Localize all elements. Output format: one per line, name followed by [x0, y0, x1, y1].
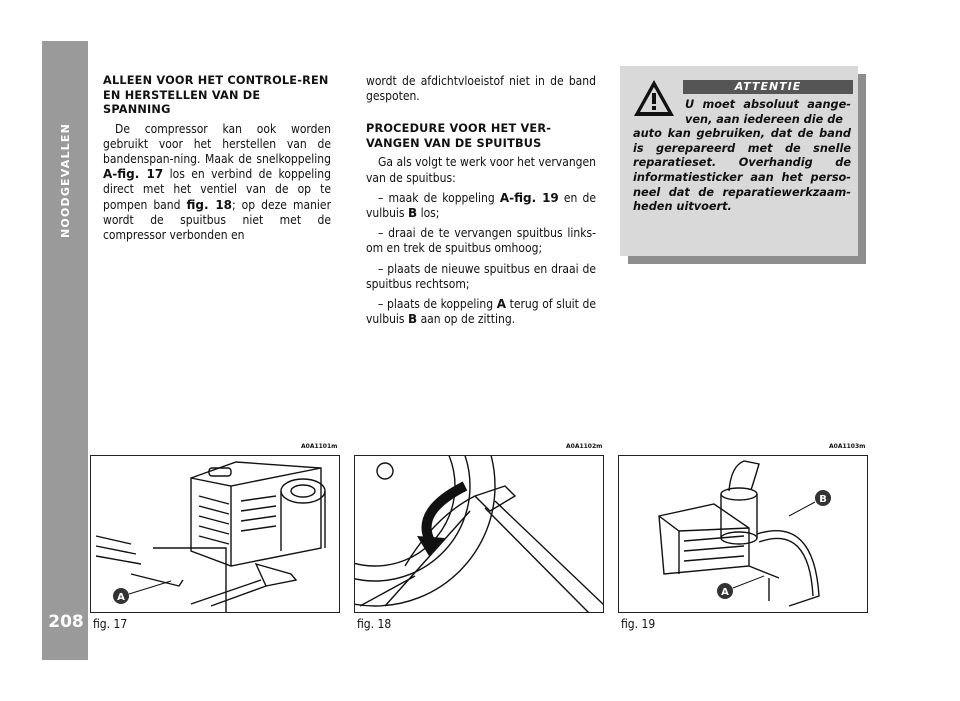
section-heading-replace-can: PROCEDURE VOOR HET VER-VANGEN VAN DE SPUITBUS [366, 122, 552, 150]
figure-17-compressor [90, 455, 340, 613]
text-column-2 [366, 74, 596, 332]
step-4: – plaats de koppeling A terug of sluit de vulbuis B aan op de zitting. [366, 297, 596, 327]
compressor-illustration [91, 456, 340, 613]
figure-caption-17: fig. 17 [93, 617, 128, 631]
warning-text: U moet absoluut aange-ven, aan iedereen die de auto kan gebruiken, dat de band is gerepareerd met de snelle reparatieset. Overhandig de informatiesticker aan het perso-neel dat de reparatiewerkzaam-heden uitvoert. [633, 98, 851, 214]
step-1: – maak de koppeling A-fig. 19 en de vulbuis B los; [366, 190, 597, 221]
can-replacement-illustration [619, 456, 868, 613]
figure-code-19: A0A1103m [829, 443, 866, 450]
page-number: 208 [48, 612, 84, 632]
figure-caption-18: fig. 18 [357, 617, 392, 631]
section-heading-check-pressure: ALLEEN VOOR HET CONTROLE-REN EN HERSTELLEN VAN DE SPANNING [103, 74, 329, 116]
figure-19-can-replacement [618, 455, 868, 613]
step-2: – draai de te vervangen spuitbus links-om en trek de spuitbus omhoog; [366, 226, 596, 256]
ref-fig18: fig. 18 [186, 197, 233, 212]
step-3: – plaats de nieuwe spuitbus en draai de spuitbus rechtsom; [366, 261, 596, 291]
ref-a-fig17: A-fig. 17 [103, 167, 164, 182]
figure-18-wheel-valve [354, 455, 604, 613]
figure-19-label-b: B [819, 494, 827, 505]
warning-title: ATTENTIE [683, 80, 853, 94]
text-column-1 [103, 74, 331, 248]
section-label: NOODGEVALLEN [58, 122, 72, 238]
figure-19-label-a: A [721, 587, 729, 598]
figure-code-17: A0A1101m [301, 443, 338, 450]
figure-17-label-a: A [117, 592, 125, 603]
paragraph-intro: Ga als volgt te werk voor het vervangen van de spuitbus: [366, 155, 596, 185]
wheel-valve-illustration [355, 456, 604, 613]
figure-caption-19: fig. 19 [621, 617, 656, 631]
figure-code-18: A0A1102m [566, 443, 603, 450]
paragraph-continuation: wordt de afdichtvloeistof niet in de band gespoten. [366, 74, 596, 104]
paragraph-compressor: De compressor kan ook worden gebruikt voor het herstellen van de bandenspan-ning. Maak de snelkoppeling A-fig. 17 los en verbind de koppeling direct met het ventiel van de op te pompen band fig. 18; op deze manier wordt de spuitbus niet met de compressor verbonden en [103, 121, 332, 242]
